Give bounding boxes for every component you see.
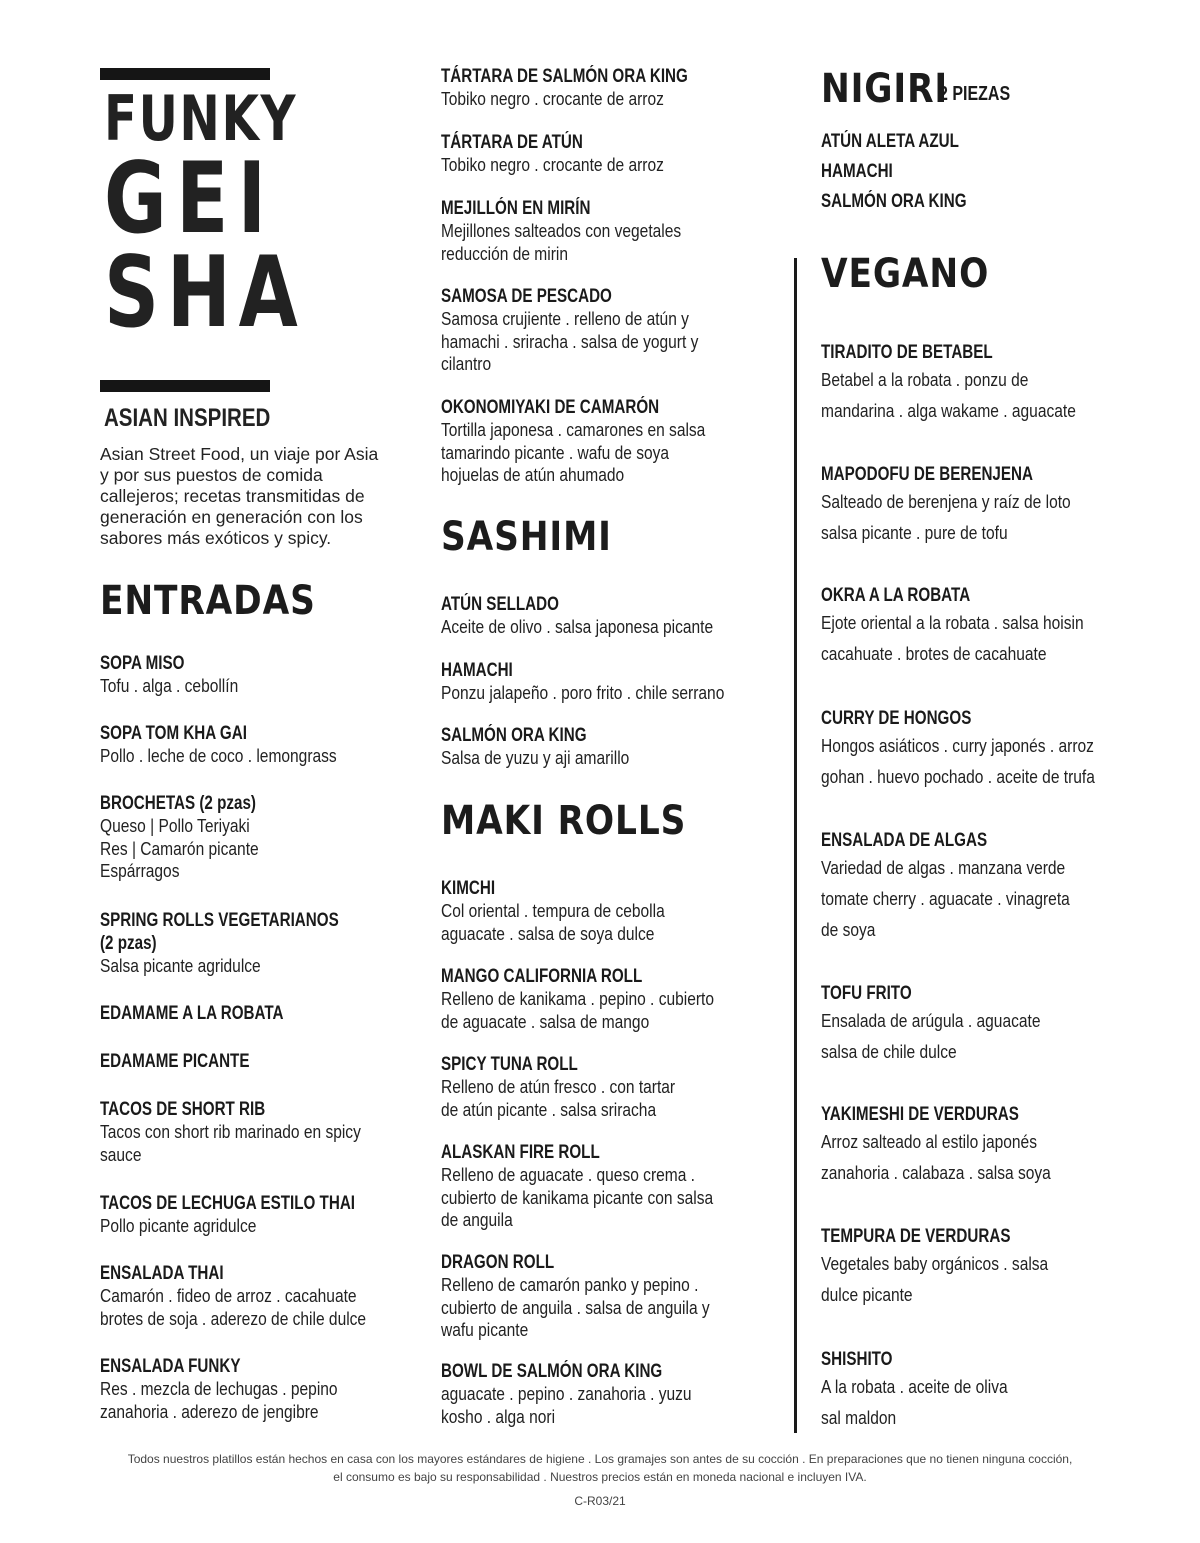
menu-item (441, 197, 761, 265)
footer-disclaimer-line-1: Todos nuestros platillos están hechos en casa con los mayores estándares de higiene . Los gramajes son antes de su cocción . En preparaciones que no tienen ninguna cocción, (127, 1452, 1073, 1466)
menu-item (441, 65, 761, 111)
menu-item (821, 584, 1141, 669)
menu-item (441, 396, 761, 487)
menu-item (441, 724, 761, 770)
item-name: ALASKAN FIRE ROLL (441, 1142, 600, 1163)
item-desc: Ponzu jalapeño . poro frito . chile serrano (441, 682, 725, 703)
item-desc: Betabel a la robata . ponzu de mandarina . alga wakame . aguacate (821, 369, 1076, 421)
menu-item (821, 1225, 1141, 1310)
sashimi-list (441, 593, 771, 773)
item-desc: Tacos con short rib marinado en spicy sauce (100, 1121, 361, 1165)
item-name: TEMPURA DE VERDURAS (821, 1226, 1011, 1247)
item-name: KIMCHI (441, 878, 496, 899)
logo-line-2: GEI (104, 142, 276, 256)
menu-item (441, 1141, 761, 1232)
item-desc: Relleno de kanikama . pepino . cubierto de aguacate . salsa de mango (441, 988, 714, 1032)
logo-bottom-bar (100, 380, 270, 392)
intro-text: Asian Street Food, un viaje por Asia y por sus puestos de comida callejeros; recetas transmitidas de generación en generación con los sabores más exóticos y spicy. (100, 444, 379, 548)
item-desc: Tofu . alga . cebollín (100, 675, 239, 696)
item-name: YAKIMESHI DE VERDURAS (821, 1104, 1019, 1125)
col2-top-list (441, 65, 771, 495)
item-desc: Pollo picante agridulce (100, 1215, 257, 1236)
item-name: SHISHITO (821, 1349, 893, 1370)
item-desc: Res . mezcla de lechugas . pepino zanahoria . aderezo de jengibre (100, 1378, 338, 1422)
item-name: TÁRTARA DE ATÚN (441, 132, 583, 153)
item-name: SOPA TOM KHA GAI (100, 723, 247, 744)
item-name: OKRA A LA ROBATA (821, 585, 971, 606)
menu-item (821, 982, 1141, 1067)
item-desc: aguacate . pepino . zanahoria . yuzu kosho . alga nori (441, 1383, 692, 1427)
menu-item (821, 341, 1141, 426)
item-name: DRAGON ROLL (441, 1252, 555, 1273)
footer-code: C-R03/21 (574, 1494, 626, 1508)
menu-item (100, 1050, 420, 1073)
entradas-list (100, 652, 420, 1432)
item-desc: Salteado de berenjena y raíz de loto salsa picante . pure de tofu (821, 491, 1071, 543)
menu-item (100, 1262, 420, 1330)
menu-item (100, 652, 420, 698)
menu-item (100, 792, 420, 883)
item-name: ENSALADA FUNKY (100, 1356, 241, 1377)
item-desc: Variedad de algas . manzana verde tomate cherry . aguacate . vinagreta de soya (821, 857, 1070, 940)
item-name: BROCHETAS (2 pzas) (100, 793, 256, 814)
menu-item (821, 463, 1141, 548)
menu-item (100, 909, 420, 978)
item-name: MAPODOFU DE BERENJENA (821, 464, 1033, 485)
menu-item (441, 659, 761, 705)
item-name: TIRADITO DE BETABEL (821, 342, 993, 363)
item-name: EDAMAME A LA ROBATA (100, 1003, 284, 1024)
item-desc: Queso | Pollo Teriyaki Res | Camarón picante Espárragos (100, 815, 259, 881)
item-name: HAMACHI (441, 660, 513, 681)
item-name: ENSALADA THAI (100, 1263, 224, 1284)
logo (104, 82, 362, 350)
item-desc: Samosa crujiente . relleno de atún y hamachi . sriracha . salsa de yogurt y cilantro (441, 308, 699, 374)
menu-item (441, 1053, 761, 1121)
menu-item (821, 829, 1141, 945)
item-name: MANGO CALIFORNIA ROLL (441, 966, 643, 987)
menu-item (100, 1098, 420, 1166)
vegano-list (821, 341, 1161, 1441)
maki-list (441, 877, 771, 1437)
item-name: SALMÓN ORA KING (441, 725, 587, 746)
item-name: OKONOMIYAKI DE CAMARÓN (441, 397, 660, 418)
item-desc: Relleno de aguacate . queso crema . cubierto de kanikama picante con salsa de anguila (441, 1164, 714, 1230)
item-desc: Mejillones salteados con vegetales reducción de mirin (441, 220, 682, 264)
tagline: ASIAN INSPIRED (104, 404, 271, 432)
item-desc: Relleno de camarón panko y pepino . cubierto de anguila . salsa de anguila y wafu picante (441, 1274, 710, 1340)
item-name: CURRY DE HONGOS (821, 708, 972, 729)
menu-item (441, 131, 761, 177)
nigiri-subtitle: 2 PIEZAS (939, 83, 1011, 105)
item-desc: Ensalada de arúgula . aguacate salsa de chile dulce (821, 1010, 1041, 1062)
menu-item (441, 965, 761, 1033)
item-desc: Aceite de olivo . salsa japonesa picante (441, 616, 714, 637)
item-desc: A la robata . aceite de oliva sal maldon (821, 1376, 1008, 1428)
item-name: SPRING ROLLS VEGETARIANOS (2 pzas) (100, 910, 339, 954)
menu-item (441, 285, 761, 376)
menu-item (441, 1360, 761, 1428)
menu-item (100, 1355, 420, 1423)
section-title-maki-rolls: MAKI ROLLS (441, 798, 687, 844)
menu-item (821, 1348, 1141, 1433)
item-name: SAMOSA DE PESCADO (441, 286, 612, 307)
item-name: ENSALADA DE ALGAS (821, 830, 988, 851)
item-name: TACOS DE LECHUGA ESTILO THAI (100, 1193, 356, 1214)
item-desc: Relleno de atún fresco . con tartar de atún picante . salsa sriracha (441, 1076, 676, 1120)
menu-item (100, 1002, 420, 1025)
item-desc: Salsa de yuzu y aji amarillo (441, 747, 630, 768)
footer-disclaimer-line-2: el consumo es bajo su responsabilidad . Nuestros precios están en moneda nacional e incluyen IVA. (333, 1470, 867, 1484)
item-name: TACOS DE SHORT RIB (100, 1099, 266, 1120)
nigiri-item: HAMACHI (821, 161, 893, 182)
menu-item (441, 593, 761, 639)
nigiri-list (821, 127, 1121, 217)
item-name: SPICY TUNA ROLL (441, 1054, 578, 1075)
menu-item (100, 1192, 420, 1238)
menu-item (821, 707, 1141, 792)
item-desc: Ejote oriental a la robata . salsa hoisin cacahuate . brotes de cacahuate (821, 612, 1084, 664)
item-name: EDAMAME PICANTE (100, 1051, 250, 1072)
item-name: MEJILLÓN EN MIRÍN (441, 198, 591, 219)
item-desc: Col oriental . tempura de cebolla aguacate . salsa de soya dulce (441, 900, 665, 944)
logo-line-1: FUNKY (104, 82, 298, 155)
nigiri-header (821, 66, 1011, 112)
nigiri-item: ATÚN ALETA AZUL (821, 131, 959, 152)
section-title-sashimi: SASHIMI (441, 514, 612, 560)
item-desc: Arroz salteado al estilo japonés zanahoria . calabaza . salsa soya (821, 1131, 1051, 1183)
menu-item (441, 1251, 761, 1342)
item-desc: Tobiko negro . crocante de arroz (441, 154, 664, 175)
logo-line-3: SHA (104, 236, 306, 350)
item-name: TOFU FRITO (821, 983, 912, 1004)
section-title-nigiri: NIGIRI (821, 66, 949, 112)
item-desc: Vegetales baby orgánicos . salsa dulce picante (821, 1253, 1049, 1305)
item-desc: Tobiko negro . crocante de arroz (441, 88, 664, 109)
menu-item (100, 722, 420, 768)
item-name: SOPA MISO (100, 653, 185, 674)
item-desc: Camarón . fideo de arroz . cacahuate brotes de soja . aderezo de chile dulce (100, 1285, 367, 1329)
item-desc: Tortilla japonesa . camarones en salsa tamarindo picante . wafu de soya hojuelas de atún ahumado (441, 419, 706, 485)
section-title-entradas: ENTRADAS (100, 578, 316, 624)
column-divider (794, 258, 797, 1433)
nigiri-item: SALMÓN ORA KING (821, 191, 967, 212)
item-desc: Salsa picante agridulce (100, 955, 261, 976)
item-desc: Pollo . leche de coco . lemongrass (100, 745, 337, 766)
item-desc: Hongos asiáticos . curry japonés . arroz gohan . huevo pochado . aceite de trufa (821, 735, 1095, 787)
item-name: ATÚN SELLADO (441, 594, 559, 615)
item-name: BOWL DE SALMÓN ORA KING (441, 1361, 663, 1382)
menu-item (441, 877, 761, 945)
section-title-vegano: VEGANO (821, 251, 990, 297)
item-name: TÁRTARA DE SALMÓN ORA KING (441, 66, 688, 87)
logo-top-bar (100, 68, 270, 80)
menu-item (821, 1103, 1141, 1188)
